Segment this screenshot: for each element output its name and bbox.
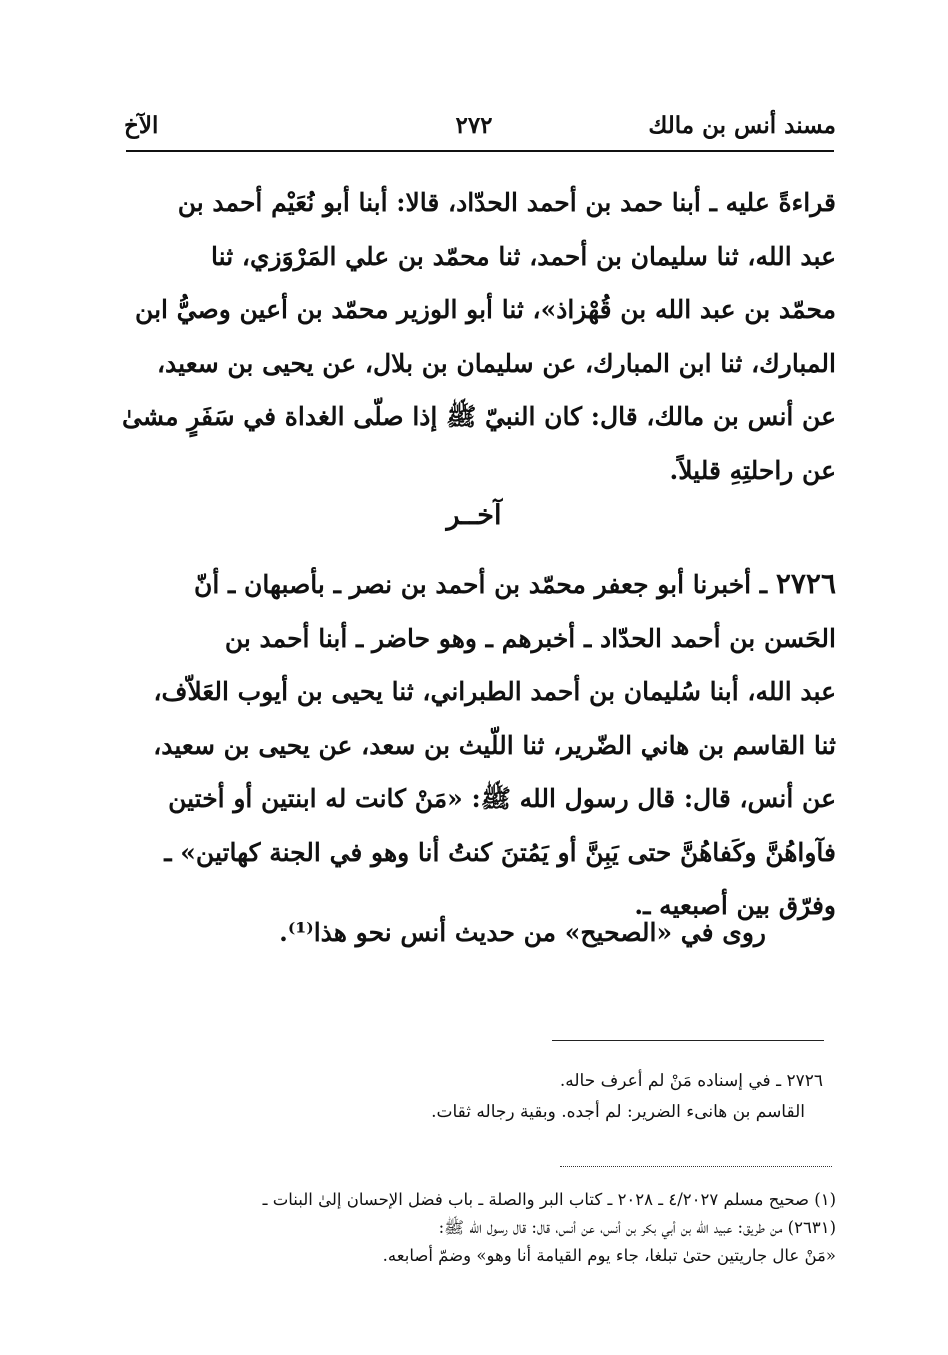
footnote-source bbox=[106, 1186, 836, 1270]
footnote-line: ٢٧٢٦ ـ في إسناده مَنْ لم أعرف حاله. bbox=[559, 1071, 823, 1091]
footnote-line: «مَنْ عال جاريتين حتىٰ تبلغا، جاء يوم القيامة أنا وهو» وضمّ أصابعه. bbox=[382, 1246, 836, 1265]
page-number: ٢٧٢ bbox=[455, 112, 493, 139]
reference-note: روى في «الصحيح» من حديث أنس نحو هذا⁽¹⁾. bbox=[279, 918, 766, 947]
text-span: ـ أخبرنا أبو جعفر محمّد بن أحمد بن نصر ـ بأصبهان ـ أنّ bbox=[193, 570, 776, 599]
text-line: المبارك، ثنا ابن المبارك، عن سليمان بن بلال، عن يحيى بن سعيد، bbox=[156, 348, 836, 378]
text-line: عن أنس بن مالك، قال: كان النبيّ ﷺ إذا صلّى الغداة في سَفَرٍ مشىٰ bbox=[121, 402, 836, 431]
text-line: عبد الله، ثنا سليمان بن أحمد، ثنا محمّد بن علي المَرْوَزي، ثنا bbox=[211, 241, 836, 271]
text-line: ثنا القاسم بن هاني الضّرير، ثنا اللّيث بن سعد، عن يحيى بن سعيد، bbox=[153, 730, 836, 760]
paragraph-2 bbox=[112, 557, 836, 933]
running-title: مسند أنس بن مالك bbox=[648, 112, 836, 139]
text-line bbox=[112, 557, 836, 612]
footnote-rule bbox=[552, 1040, 824, 1041]
paragraph-1 bbox=[112, 176, 836, 497]
footnote-line: القاسم بن هانىء الضرير: لم أجده. وبقية رجاله ثقات. bbox=[431, 1102, 805, 1122]
text-line: عبد الله، أبنا سُليمان بن أحمد الطبراني، ثنا يحيى بن أيوب العَلاّف، bbox=[153, 677, 836, 706]
footnote-line: (٢٦٣١) من طريق: عبيد الله بن أبي بكر بن أنس، عن أنس، قال: قال رسول الله ﷺ: bbox=[438, 1218, 836, 1237]
running-header-right: الآخ bbox=[124, 112, 159, 139]
text-line: وفرّق بين أصبعيه ـ. bbox=[634, 891, 836, 920]
footnote-editor bbox=[431, 1066, 823, 1128]
text-line: عن راحلتِهِ قليلاً. bbox=[669, 455, 836, 485]
text-line: الحَسن بن أحمد الحدّاد ـ أخبرهم ـ وهو حاضر ـ أبنا أحمد بن bbox=[224, 623, 836, 653]
section-title: آخــر bbox=[446, 500, 502, 531]
text-line: قراءةً عليه ـ أبنا حمد بن أحمد الحدّاد، قالا: أبنا أبو نُعَيْم أحمد بن bbox=[177, 188, 836, 217]
text-line: فآواهُنَّ وكَفاهُنَّ حتى يَبِنَّ أو يَمُتنَ كنتُ أنا وهو في الجنة كهاتين» ـ bbox=[164, 837, 836, 867]
text-line: محمّد بن عبد الله بن قُهْزاذ»، ثنا أبو الوزير محمّد بن أعين وصيُّ ابن bbox=[135, 295, 836, 324]
footnote-dotted-rule bbox=[560, 1166, 832, 1167]
footnote-line: (١) صحيح مسلم ٤/٢٠٢٧ ـ ٢٠٢٨ ـ كتاب البر والصلة ـ باب فضل الإحسان إلىٰ البنات ـ bbox=[262, 1190, 836, 1209]
hadith-number: ٢٧٢٦ bbox=[775, 567, 836, 600]
text-line: عن أنس، قال: قال رسول الله ﷺ: «مَنْ كانت له ابنتين أو أختين bbox=[168, 784, 836, 813]
header-rule bbox=[126, 150, 834, 152]
